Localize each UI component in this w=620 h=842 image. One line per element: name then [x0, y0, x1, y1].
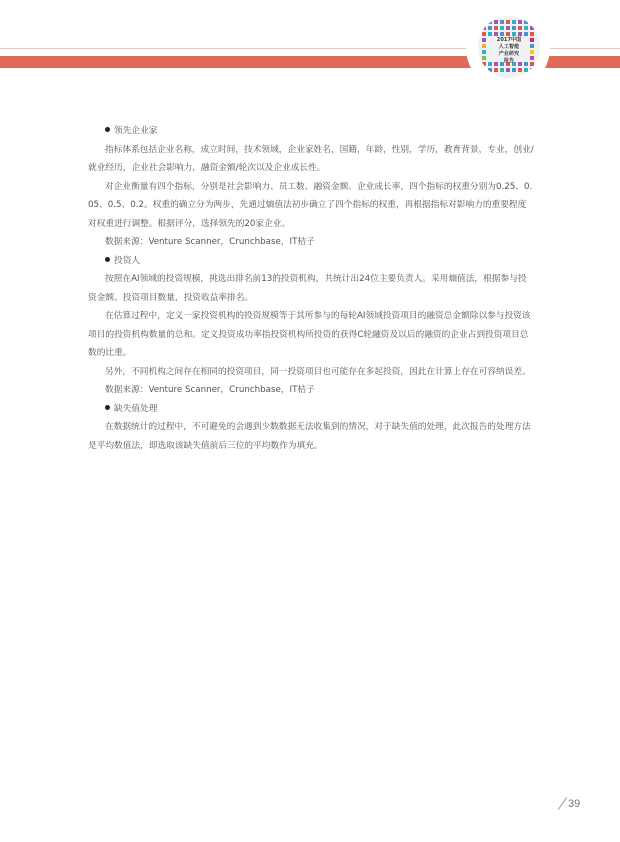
logo-tile	[518, 68, 522, 72]
logo-tile	[482, 32, 486, 36]
logo-tile	[488, 20, 492, 24]
paragraph: 在数据统计的过程中，不可避免的会遇到少数数据无法收集到的情况，对于缺失值的处理，此次报告的处理方法是平均数值法，即选取该缺失值前后三位的平均数作为填充。	[88, 422, 531, 451]
logo-text-line: 2017中国	[496, 37, 522, 43]
page-number	[558, 798, 580, 810]
bullet-icon	[105, 405, 110, 410]
logo-tile	[488, 32, 492, 36]
bullet-icon	[105, 127, 110, 132]
logo-tile	[488, 68, 492, 72]
logo-tile	[482, 26, 486, 30]
logo-tile	[488, 26, 492, 30]
logo-text	[484, 37, 534, 65]
logo-tile	[500, 26, 504, 30]
section-heading	[88, 252, 534, 271]
document-body	[88, 122, 534, 455]
logo-tile	[518, 32, 522, 36]
logo-tile	[494, 20, 498, 24]
logo-tile	[512, 26, 516, 30]
logo-text-line: 报告	[503, 58, 515, 64]
logo-tile	[500, 32, 504, 36]
section-heading	[88, 400, 534, 419]
logo-tile	[500, 68, 504, 72]
logo-tile	[524, 20, 528, 24]
logo-tile	[524, 32, 528, 36]
logo-text-line: 人工智能	[498, 44, 520, 50]
section-heading-text: 缺失值处理	[114, 403, 158, 414]
logo-tile	[518, 26, 522, 30]
logo-tile	[482, 68, 486, 72]
logo-tile	[494, 26, 498, 30]
data-source: 数据来源：Venture Scanner，Crunchbase，IT桔子	[105, 385, 315, 395]
logo-tile	[524, 26, 528, 30]
paragraph: 另外，不同机构之间存在相同的投资项目，同一投资项目也可能存在多起投资，因此在计算上存在可容纳误差。	[105, 366, 531, 377]
logo-tile	[530, 26, 534, 30]
logo-tile	[506, 20, 510, 24]
paragraph: 按照在AI领域的投资规模，挑选出排名前13的投资机构，共统计出24位主要负责人。采用熵值法，根据参与投资金额、投资项目数量，投资收益率排名。	[88, 274, 527, 303]
logo-tile	[494, 68, 498, 72]
logo-text-line: 产业研究	[498, 51, 520, 57]
logo-tile	[524, 68, 528, 72]
logo-tile	[512, 20, 516, 24]
logo-tile	[512, 32, 516, 36]
logo-tile	[530, 20, 534, 24]
section-heading-text: 投资人	[114, 255, 141, 266]
section-heading-text: 领先企业家	[114, 126, 158, 136]
logo-tile	[518, 20, 522, 24]
logo-tile	[506, 26, 510, 30]
logo-tile	[500, 20, 504, 24]
logo-tile	[506, 32, 510, 36]
section-heading	[88, 122, 534, 141]
bullet-icon	[105, 257, 110, 262]
paragraph: 指标体系包括企业名称，成立时间，技术领域，企业家姓名，国籍，年龄，性别，学历，教育背景，专业，创业/就业经历，企业社会影响力，融资金额/轮次以及企业成长性。	[88, 144, 534, 173]
page-number-text: 39	[568, 798, 581, 810]
logo-tile	[506, 68, 510, 72]
logo-tile	[512, 68, 516, 72]
logo-tile	[494, 32, 498, 36]
logo-tile	[530, 68, 534, 72]
logo-tile	[530, 32, 534, 36]
logo-tile	[482, 20, 486, 24]
data-source: 数据来源：Venture Scanner，Crunchbase，IT桔子	[105, 237, 315, 247]
paragraph: 在估算过程中，定义一家投资机构的投资规模等于其所参与的每轮AI领域投资项目的融资总金额除以参与投资该项目的投资机构数量的总和。定义投资成功率指投资机构所投资的获得C轮融资及以后的融资的企业占到投资项目总数的比重。	[88, 311, 531, 358]
paragraph: 对企业衡量有四个指标，分别是社会影响力、员工数、融资金额、企业成长率，四个指标的权重分别为0.25、0.05、0.5、0.2。权重的确立分为两步，先通过熵值法初步确立了四个指标的权重，再根据指标对影响力的重要程度对权重进行调整。根据评分，选择领先的20家企业。	[88, 181, 533, 229]
